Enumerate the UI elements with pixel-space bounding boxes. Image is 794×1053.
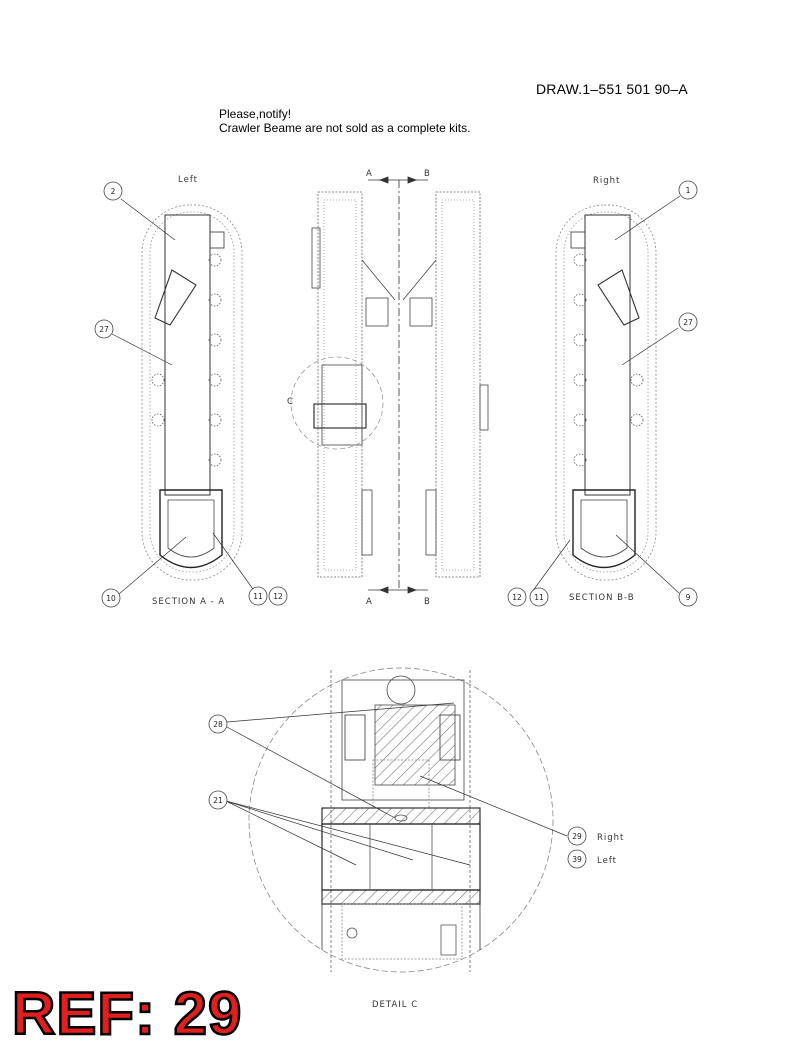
detail-c-label: DETAIL C — [372, 1000, 419, 1010]
callout-12-left — [269, 587, 287, 605]
detail-marker: C — [287, 397, 294, 407]
detail-c-view — [249, 668, 553, 972]
svg-text:12: 12 — [273, 592, 283, 601]
section-cut-arrows — [368, 177, 428, 593]
left-crawler-view — [142, 205, 242, 580]
svg-text:27: 27 — [683, 318, 693, 327]
section-a-label: SECTION A - A — [152, 597, 226, 607]
cut-b-top: B — [424, 169, 431, 179]
callout-27-right — [679, 313, 697, 331]
callout-27-left — [95, 320, 113, 338]
section-b-label: SECTION B-B — [569, 593, 635, 603]
svg-text:11: 11 — [534, 593, 544, 602]
svg-text:11: 11 — [253, 592, 263, 601]
cut-b-bottom: B — [424, 597, 431, 607]
svg-text:9: 9 — [685, 593, 691, 602]
svg-text:2: 2 — [110, 187, 116, 196]
detail-legend-right: Right — [597, 833, 625, 843]
center-top-view — [291, 180, 488, 590]
svg-text:10: 10 — [106, 594, 116, 603]
callout-28 — [209, 715, 227, 733]
svg-text:12: 12 — [512, 593, 522, 602]
svg-text:1: 1 — [685, 186, 691, 195]
detail-legend-left: Left — [597, 856, 617, 866]
callout-39 — [568, 850, 586, 868]
svg-text:29: 29 — [572, 832, 582, 841]
callout-11-left — [249, 587, 267, 605]
svg-text:28: 28 — [213, 720, 223, 729]
callout-21 — [209, 791, 227, 809]
callout-1 — [679, 181, 697, 199]
left-label: Left — [178, 175, 198, 185]
callout-10 — [102, 589, 120, 607]
cut-a-top: A — [366, 169, 373, 179]
notice-line-2: Crawler Beame are not sold as a complete kits. — [219, 121, 471, 135]
callout-29 — [568, 827, 586, 845]
drawing-number: DRAW.1–551 501 90–A — [536, 81, 688, 97]
right-label: Right — [593, 176, 621, 186]
svg-text:39: 39 — [572, 855, 582, 864]
svg-text:21: 21 — [213, 796, 223, 805]
right-crawler-view — [556, 205, 656, 580]
cut-a-bottom: A — [366, 597, 373, 607]
callout-11-right — [530, 588, 548, 606]
notice-line-1: Please,notify! — [219, 107, 292, 121]
callout-9 — [679, 588, 697, 606]
ref-badge: REF: 29 — [12, 980, 243, 1047]
callout-12-right — [508, 588, 526, 606]
svg-text:27: 27 — [99, 325, 109, 334]
callout-2 — [104, 182, 122, 200]
